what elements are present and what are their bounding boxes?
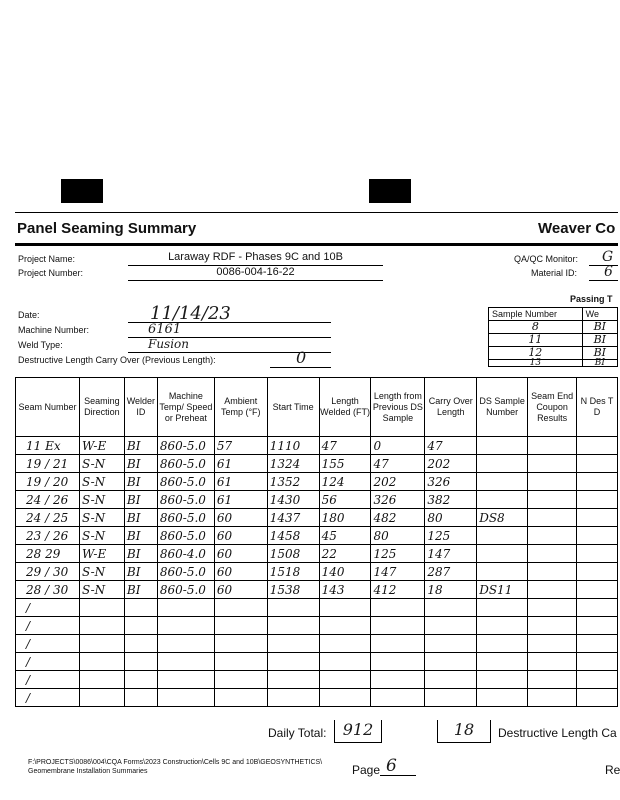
table-cell: / xyxy=(16,653,80,671)
table-cell xyxy=(157,689,214,707)
table-cell: 28 / 30 xyxy=(16,581,80,599)
table-cell: 28 29 xyxy=(16,545,80,563)
table-cell xyxy=(267,671,319,689)
table-cell xyxy=(425,671,477,689)
table-cell xyxy=(528,599,577,617)
table-cell xyxy=(528,653,577,671)
table-cell xyxy=(371,671,425,689)
column-header: Length from Previous DS Sample xyxy=(371,378,425,437)
weld-type-value: Fusion xyxy=(148,337,190,351)
table-cell: / xyxy=(16,689,80,707)
redaction-block-center xyxy=(369,179,411,203)
table-cell xyxy=(477,617,528,635)
table-cell xyxy=(371,617,425,635)
table-row xyxy=(16,581,618,599)
page-number-line xyxy=(380,775,416,776)
table-cell xyxy=(319,689,371,707)
table-cell: 1437 xyxy=(267,509,319,527)
table-row xyxy=(16,689,618,707)
table-cell: 860-5.0 xyxy=(157,509,214,527)
table-cell xyxy=(267,689,319,707)
machine-number-value: 6161 xyxy=(148,322,182,337)
table-cell xyxy=(577,653,618,671)
passing-cell: BI xyxy=(582,347,617,360)
table-cell: 57 xyxy=(214,437,267,455)
table-header-row xyxy=(16,378,618,437)
table-cell: 140 xyxy=(319,563,371,581)
table-cell xyxy=(79,599,124,617)
table-cell xyxy=(577,581,618,599)
table-cell: 147 xyxy=(371,563,425,581)
table-cell xyxy=(577,689,618,707)
table-cell xyxy=(528,455,577,473)
redaction-block-left xyxy=(61,179,103,203)
table-cell xyxy=(124,635,157,653)
table-cell xyxy=(79,671,124,689)
table-cell xyxy=(124,599,157,617)
table-cell xyxy=(214,599,267,617)
table-cell: 125 xyxy=(425,527,477,545)
table-cell xyxy=(425,653,477,671)
table-cell: S-N xyxy=(79,491,124,509)
table-cell xyxy=(577,617,618,635)
table-cell xyxy=(157,635,214,653)
table-cell: 23 / 26 xyxy=(16,527,80,545)
table-cell: 1352 xyxy=(267,473,319,491)
table-cell xyxy=(371,653,425,671)
table-cell xyxy=(528,473,577,491)
table-cell xyxy=(267,635,319,653)
table-cell: DS11 xyxy=(477,581,528,599)
table-cell xyxy=(528,509,577,527)
column-header: Welder ID xyxy=(124,378,157,437)
table-cell xyxy=(214,671,267,689)
table-cell xyxy=(477,473,528,491)
passing-cell: BI xyxy=(582,321,617,334)
passing-cell: BI xyxy=(582,360,617,367)
project-number-value: 0086-004-16-22 xyxy=(216,266,295,278)
table-cell: 180 xyxy=(319,509,371,527)
table-cell xyxy=(214,617,267,635)
table-cell: 124 xyxy=(319,473,371,491)
passing-header-sample: Sample Number xyxy=(489,308,583,321)
table-cell xyxy=(528,635,577,653)
table-cell: 202 xyxy=(371,473,425,491)
table-cell: 1430 xyxy=(267,491,319,509)
table-row xyxy=(16,491,618,509)
table-cell: 860-5.0 xyxy=(157,437,214,455)
table-cell: BI xyxy=(124,545,157,563)
table-cell: 11 Ex xyxy=(16,437,80,455)
table-cell: S-N xyxy=(79,509,124,527)
table-cell xyxy=(214,653,267,671)
table-cell: S-N xyxy=(79,527,124,545)
table-cell: 125 xyxy=(371,545,425,563)
carry-over-value: 0 xyxy=(296,348,307,367)
passing-header-welder: We xyxy=(582,308,617,321)
material-id-line xyxy=(589,280,618,281)
table-row xyxy=(16,437,618,455)
table-cell xyxy=(124,671,157,689)
table-cell xyxy=(528,617,577,635)
column-header: DS Sample Number xyxy=(477,378,528,437)
table-cell xyxy=(79,617,124,635)
table-cell xyxy=(79,689,124,707)
table-cell xyxy=(319,671,371,689)
table-cell xyxy=(425,635,477,653)
table-cell: 287 xyxy=(425,563,477,581)
qaqc-monitor-label: QA/QC Monitor: xyxy=(514,254,579,264)
table-cell xyxy=(528,581,577,599)
seaming-table xyxy=(15,377,618,707)
table-cell xyxy=(79,653,124,671)
table-cell xyxy=(528,671,577,689)
table-row xyxy=(16,563,618,581)
table-cell: 1508 xyxy=(267,545,319,563)
table-cell: 29 / 30 xyxy=(16,563,80,581)
table-cell: 60 xyxy=(214,545,267,563)
table-cell xyxy=(124,653,157,671)
table-cell: 60 xyxy=(214,563,267,581)
table-cell: 147 xyxy=(425,545,477,563)
table-cell: 326 xyxy=(371,491,425,509)
table-cell: S-N xyxy=(79,473,124,491)
table-row xyxy=(16,527,618,545)
table-cell: 860-5.0 xyxy=(157,473,214,491)
table-cell xyxy=(157,671,214,689)
table-cell xyxy=(477,689,528,707)
table-cell: / xyxy=(16,617,80,635)
passing-cell: 8 xyxy=(489,321,583,334)
table-cell: 1110 xyxy=(267,437,319,455)
passing-row xyxy=(489,321,618,334)
revision-text: Re xyxy=(605,763,620,777)
column-header: Seaming Direction xyxy=(79,378,124,437)
column-header: Seam End Coupon Results xyxy=(528,378,577,437)
table-cell: / xyxy=(16,635,80,653)
table-cell: 24 / 25 xyxy=(16,509,80,527)
table-cell xyxy=(477,527,528,545)
date-label: Date: xyxy=(18,310,40,320)
table-row xyxy=(16,545,618,563)
table-cell xyxy=(577,527,618,545)
table-cell: 19 / 21 xyxy=(16,455,80,473)
table-cell xyxy=(425,599,477,617)
passing-cell: 12 xyxy=(489,347,583,360)
table-cell: 18 xyxy=(425,581,477,599)
passing-row xyxy=(489,360,618,367)
table-cell xyxy=(577,509,618,527)
table-cell xyxy=(577,671,618,689)
table-cell: 860-5.0 xyxy=(157,563,214,581)
table-cell: 860-5.0 xyxy=(157,581,214,599)
table-cell: 1538 xyxy=(267,581,319,599)
table-row xyxy=(16,617,618,635)
destructive-length-label: Destructive Length Ca xyxy=(498,726,617,740)
table-cell: S-N xyxy=(79,563,124,581)
table-cell xyxy=(528,545,577,563)
table-cell: BI xyxy=(124,581,157,599)
passing-cell: BI xyxy=(582,334,617,347)
table-cell: / xyxy=(16,671,80,689)
file-path-line2: Geomembrane Installation Summaries xyxy=(28,768,148,775)
table-cell xyxy=(477,599,528,617)
table-cell: 61 xyxy=(214,455,267,473)
table-cell xyxy=(528,491,577,509)
table-cell: 482 xyxy=(371,509,425,527)
company-name: Weaver Co xyxy=(538,220,616,237)
table-cell: BI xyxy=(124,509,157,527)
table-row xyxy=(16,635,618,653)
table-row xyxy=(16,509,618,527)
table-cell: 326 xyxy=(425,473,477,491)
table-row xyxy=(16,473,618,491)
material-id-label: Material ID: xyxy=(531,268,578,278)
project-name-label: Project Name: xyxy=(18,254,76,264)
title-rule-bottom xyxy=(15,243,618,246)
table-cell: 61 xyxy=(214,491,267,509)
table-cell: / xyxy=(16,599,80,617)
table-row xyxy=(16,653,618,671)
daily-total-label: Daily Total: xyxy=(268,726,327,740)
weld-type-label: Weld Type: xyxy=(18,340,63,350)
table-cell: 412 xyxy=(371,581,425,599)
table-cell: 45 xyxy=(319,527,371,545)
table-cell xyxy=(319,653,371,671)
table-cell: 47 xyxy=(319,437,371,455)
table-cell: 1324 xyxy=(267,455,319,473)
table-cell: BI xyxy=(124,473,157,491)
table-cell: BI xyxy=(124,455,157,473)
table-cell: 1518 xyxy=(267,563,319,581)
table-cell xyxy=(528,527,577,545)
table-cell xyxy=(577,599,618,617)
table-cell xyxy=(124,617,157,635)
table-cell: 860-5.0 xyxy=(157,527,214,545)
form-title: Panel Seaming Summary xyxy=(17,220,197,237)
table-cell: BI xyxy=(124,437,157,455)
table-cell xyxy=(319,635,371,653)
table-cell xyxy=(157,617,214,635)
project-name-value: Laraway RDF - Phases 9C and 10B xyxy=(168,251,343,263)
table-cell: DS8 xyxy=(477,509,528,527)
table-cell: 202 xyxy=(425,455,477,473)
table-cell xyxy=(267,599,319,617)
column-header: Length Welded (FT) xyxy=(319,378,371,437)
table-cell xyxy=(319,617,371,635)
table-cell xyxy=(477,437,528,455)
table-cell: 60 xyxy=(214,527,267,545)
table-cell xyxy=(577,545,618,563)
table-cell: 22 xyxy=(319,545,371,563)
table-cell: 860-5.0 xyxy=(157,491,214,509)
table-cell xyxy=(267,617,319,635)
column-header: Machine Temp/ Speed or Preheat xyxy=(157,378,214,437)
title-rule-top xyxy=(15,212,618,213)
table-cell xyxy=(528,437,577,455)
table-cell xyxy=(371,599,425,617)
daily-total-value: 912 xyxy=(334,720,382,743)
table-cell: 56 xyxy=(319,491,371,509)
table-cell xyxy=(214,635,267,653)
table-cell xyxy=(577,473,618,491)
table-cell: 860-5.0 xyxy=(157,455,214,473)
table-cell xyxy=(425,689,477,707)
passing-tests-table xyxy=(488,307,618,367)
table-cell: 19 / 20 xyxy=(16,473,80,491)
project-number-line xyxy=(128,280,383,281)
table-row xyxy=(16,455,618,473)
table-cell: W-E xyxy=(79,437,124,455)
table-row xyxy=(16,599,618,617)
table-cell: 80 xyxy=(425,509,477,527)
project-number-label: Project Number: xyxy=(18,268,84,278)
table-cell xyxy=(477,455,528,473)
passing-cell: 13 xyxy=(489,360,583,367)
passing-tests-title: Passing T xyxy=(570,294,613,304)
table-cell xyxy=(124,689,157,707)
table-row xyxy=(16,671,618,689)
table-cell: 155 xyxy=(319,455,371,473)
table-cell: 860-4.0 xyxy=(157,545,214,563)
table-cell: 47 xyxy=(371,455,425,473)
table-cell: 60 xyxy=(214,509,267,527)
table-cell xyxy=(214,689,267,707)
table-cell xyxy=(477,545,528,563)
column-header: Start Time xyxy=(267,378,319,437)
column-header: N Des T D xyxy=(577,378,618,437)
table-cell xyxy=(577,563,618,581)
table-cell xyxy=(319,599,371,617)
column-header: Seam Number xyxy=(16,378,80,437)
table-cell xyxy=(577,455,618,473)
table-cell xyxy=(577,635,618,653)
table-cell xyxy=(477,563,528,581)
material-id-value: 6 xyxy=(604,264,613,280)
table-cell xyxy=(79,635,124,653)
table-cell: BI xyxy=(124,563,157,581)
table-cell xyxy=(157,653,214,671)
table-cell: W-E xyxy=(79,545,124,563)
carry-over-line xyxy=(270,367,331,368)
table-cell: 80 xyxy=(371,527,425,545)
carry-over-label: Destructive Length Carry Over (Previous Length): xyxy=(18,355,216,365)
page-number-value: 6 xyxy=(386,756,397,776)
qaqc-monitor-value: G xyxy=(602,249,614,265)
table-cell: 1458 xyxy=(267,527,319,545)
table-cell xyxy=(477,671,528,689)
table-cell: 143 xyxy=(319,581,371,599)
table-cell xyxy=(425,617,477,635)
passing-row xyxy=(489,334,618,347)
machine-number-label: Machine Number: xyxy=(18,325,90,335)
table-cell xyxy=(477,491,528,509)
table-cell xyxy=(577,437,618,455)
passing-cell: 11 xyxy=(489,334,583,347)
page-label: Page xyxy=(352,763,381,777)
table-cell xyxy=(371,689,425,707)
table-cell: S-N xyxy=(79,581,124,599)
carry-total-value: 18 xyxy=(437,720,491,743)
table-cell xyxy=(267,653,319,671)
table-cell: BI xyxy=(124,491,157,509)
table-cell xyxy=(577,491,618,509)
table-cell xyxy=(477,635,528,653)
file-path-line1: F:\PROJECTS\0086\004\CQA Forms\2023 Construction\Cells 9C and 10B\GEOSYNTHETICS\ xyxy=(28,759,323,766)
table-cell: 47 xyxy=(425,437,477,455)
table-cell: 382 xyxy=(425,491,477,509)
table-cell xyxy=(157,599,214,617)
table-cell xyxy=(371,635,425,653)
table-cell: 60 xyxy=(214,581,267,599)
table-cell: 61 xyxy=(214,473,267,491)
table-cell xyxy=(477,653,528,671)
table-cell: S-N xyxy=(79,455,124,473)
date-value: 11/14/23 xyxy=(150,303,231,324)
table-cell: BI xyxy=(124,527,157,545)
column-header: Carry Over Length xyxy=(425,378,477,437)
column-header: Ambient Temp (°F) xyxy=(214,378,267,437)
table-cell xyxy=(528,689,577,707)
table-cell: 24 / 26 xyxy=(16,491,80,509)
table-cell xyxy=(528,563,577,581)
table-cell: 0 xyxy=(371,437,425,455)
